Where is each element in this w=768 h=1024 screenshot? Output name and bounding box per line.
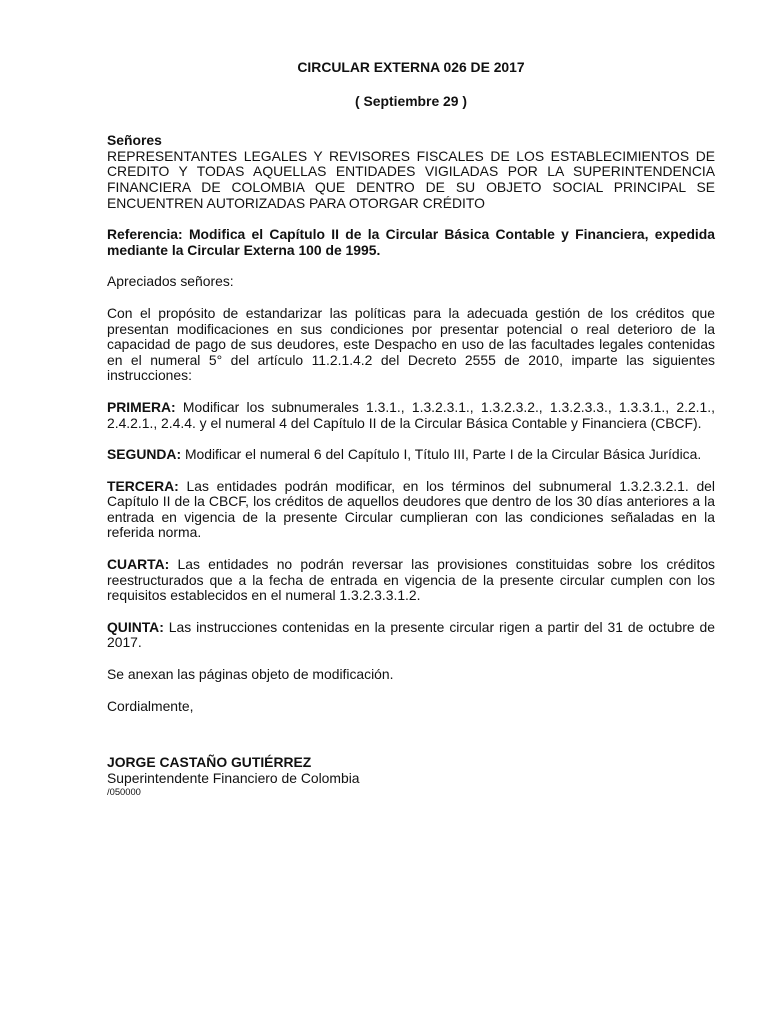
document-title: CIRCULAR EXTERNA 026 DE 2017: [297, 59, 525, 75]
addressee-heading: Señores: [107, 132, 162, 149]
reference-code: /050000: [107, 786, 141, 798]
document-date: ( Septiembre 29 ): [355, 92, 467, 109]
instruction-primera: [107, 400, 715, 431]
instruction-label: CUARTA:: [107, 556, 170, 573]
instruction-label: SEGUNDA:: [107, 446, 182, 463]
instruction-text: Modificar los subnumerales 1.3.1., 1.3.2.3.1., 1.3.2.3.2., 1.3.2.3.3., 1.3.3.1., 2.2.1., 2.4.2.1., 2.4.4. y el numeral 4 del Capítulo II de la Circular Básica Contable y Financiera (CBCF).: [107, 398, 715, 431]
signer-role: Superintendente Financiero de Colombia: [107, 769, 360, 786]
instruction-text: Las entidades podrán modificar, en los términos del subnumeral 1.3.2.3.2.1. del Capítulo II de la CBCF, los créditos de aquellos deudores que dentro de los 30 días anteriores a la entrada en vigencia de la presente Circular cumplieran con las condiciones señaladas en la referida norma.: [107, 477, 715, 541]
instruction-segunda: [107, 447, 715, 463]
reference-line: Referencia: Modifica el Capítulo II de la Circular Básica Contable y Financiera, expedida mediante la Circular Externa 100 de 1995.: [107, 226, 715, 258]
instruction-label: PRIMERA:: [107, 398, 176, 415]
instruction-cuarta: [107, 557, 715, 604]
addressee-body: REPRESENTANTES LEGALES Y REVISORES FISCALES DE LOS ESTABLECIMIENTOS DE CREDITO Y TODAS AQUELLAS ENTIDADES VIGILADAS POR LA SUPERINTENDENCIA FINANCIERA DE COLOMBIA QUE DENTRO DE SU OBJETO SOCIAL PRINCIPAL SE ENCUENTREN AUTORIZADAS PARA OTORGAR CRÉDITO: [107, 147, 715, 211]
intro-paragraph: Con el propósito de estandarizar las políticas para la adecuada gestión de los créditos que presentan modificaciones en sus condiciones por presentar potencial o real deterioro de la capacidad de pago de sus deudores, este Despacho en uso de las facultades legales contenidas en el numeral 5° del artículo 11.2.1.4.2 del Decreto 2555 de 2010, imparte las siguientes instrucciones:: [107, 304, 715, 384]
annex-note: Se anexan las páginas objeto de modificación.: [107, 666, 394, 683]
instruction-quinta: [107, 620, 715, 651]
instruction-label: QUINTA:: [107, 618, 164, 635]
instruction-text: Las entidades no podrán reversar las provisiones constituidas sobre los créditos reestructurados que a la fecha de entrada en vigencia de la presente circular cumplen con los requisitos establecidos en el numeral 1.3.2.3.3.1.2.: [107, 556, 715, 604]
greeting: Apreciados señores:: [107, 273, 234, 290]
closing: Cordialmente,: [107, 697, 194, 714]
instruction-text: Modificar el numeral 6 del Capítulo I, Título III, Parte I de la Circular Básica Jurídica.: [181, 446, 702, 463]
instruction-tercera: [107, 479, 715, 541]
instruction-label: TERCERA:: [107, 477, 179, 494]
signer-name: JORGE CASTAÑO GUTIÉRREZ: [107, 754, 312, 771]
instruction-text: Las instrucciones contenidas en la presente circular rigen a partir del 31 de octubre de 2017.: [107, 618, 715, 651]
